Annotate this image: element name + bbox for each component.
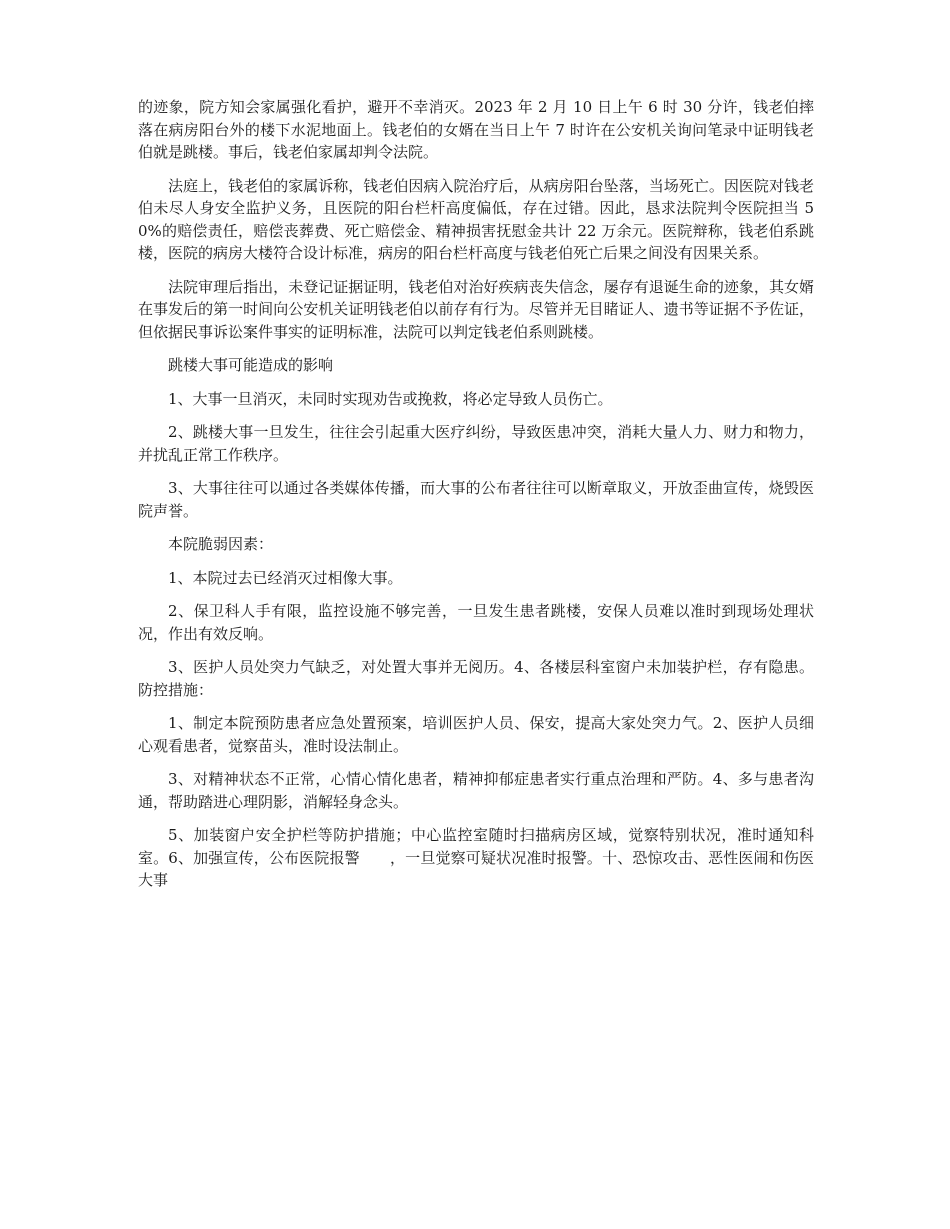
measure-item-3-4: 3、对精神状态不正常，心情心情化患者，精神抑郁症患者实行重点治理和严防。4、多与患者沟通，帮助踏进心理阴影，消解轻身念头。 <box>138 770 814 811</box>
vulnerability-item-1: 1、本院过去已经消灭过相像大事。 <box>168 568 403 587</box>
vulnerability-item-2: 2、保卫科人手有限，监控设施不够完善，一旦发生患者跳楼，安保人员难以准时到现场处理状况，作出有效反响。 <box>138 602 814 643</box>
paragraph-3: 法院审理后指出，未登记证据证明，钱老伯对治好疾病丧失信念，屡存有退诞生命的迹象，其女婿在事发后的第一时间向公安机关证明钱老伯以前存有行为。尽管并无目睹证人、遗书等证据不予佐证，但依据民事诉讼案件事实的证明标准，法院可以判定钱老伯系则跳楼。 <box>138 277 814 341</box>
measure-item-1-2: 1、制定本院预防患者应急处置预案，培训医护人员、保安，提高大家处突力气。2、医护人员细心观看患者，觉察苗头，准时设法制止。 <box>138 714 814 755</box>
paragraph-2: 法庭上，钱老伯的家属诉称，钱老伯因病入院治疗后，从病房阳台坠落，当场死亡。因医院对钱老伯未尽人身安全监护义务，且医院的阳台栏杆高度偏低，存在过错。因此，恳求法院判令医院担当 50%的赔偿责任，赔偿丧葬费、死亡赔偿金、精神损害抚慰金共计 22 万余元。医院辩称，钱老伯系跳楼，医院的病房大楼符合设计标准，病房的阳台栏杆高度与钱老伯死亡后果之间没有因果关系。 <box>138 176 814 262</box>
impact-item-1: 1、大事一旦消灭，未同时实现劝告或挽救，将必定导致人员伤亡。 <box>168 389 613 408</box>
document-page <box>138 96 814 903</box>
impact-item-2: 2、跳楼大事一旦发生，往往会引起重大医疗纠纷，导致医患冲突，消耗大量人力、财力和物力，并扰乱正常工作秩序。 <box>138 423 814 464</box>
section-heading-vulnerability: 本院脆弱因素： <box>168 535 274 553</box>
section-heading-impact: 跳楼大事可能造成的影响 <box>168 356 334 374</box>
impact-item-3: 3、大事往往可以通过各类媒体传播，而大事的公布者往往可以断章取义，开放歪曲宣传，烧毁医院声誉。 <box>138 479 814 520</box>
paragraph-1: 的迹象，院方知会家属强化看护，避开不幸消灭。2023 年 2 月 10 日上午 6 时 30 分许，钱老伯摔落在病房阳台外的楼下水泥地面上。钱老伯的女婿在当日上午 7 时许在公安机关询问笔录中证明钱老伯就是跳楼。事后，钱老伯家属却判令法院。 <box>138 98 814 161</box>
vulnerability-item-3-4: 3、医护人员处突力气缺乏，对处置大事并无阅历。4、各楼层科室窗户未加装护栏，存有隐患。防控措施： <box>138 658 814 699</box>
measure-item-5-6: 5、加装窗户安全护栏等防护措施；中心监控室随时扫描病房区域，觉察特别状况，准时通知科室。6、加强宣传，公布医院报警 ，一旦觉察可疑状况准时报警。十、恐惊攻击、恶性医闹和伤医大事 <box>138 826 814 889</box>
